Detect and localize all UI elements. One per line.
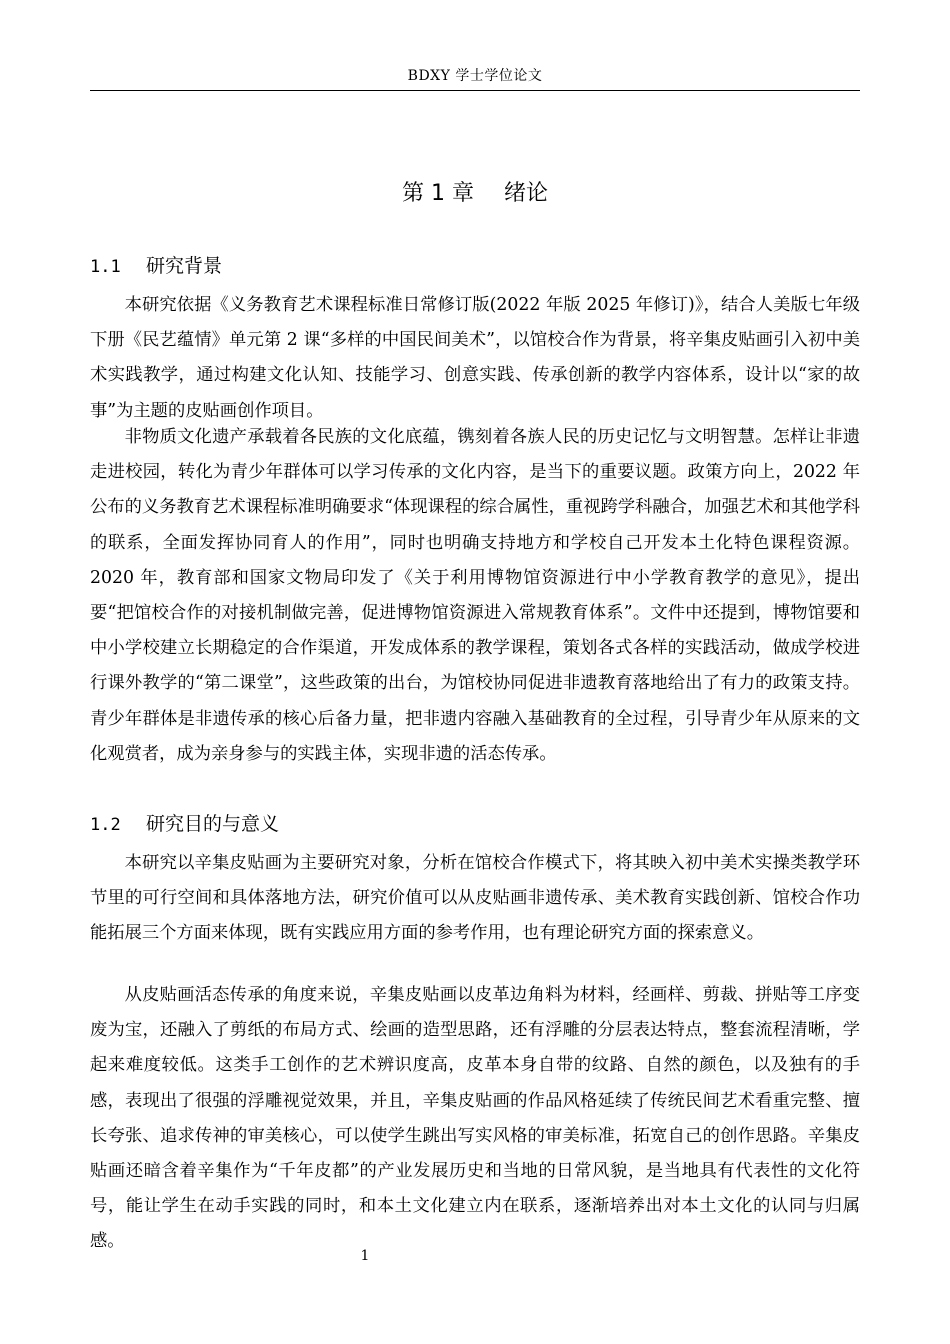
paragraph-background-2: 非物质文化遗产承载着各民族的文化底蕴，镌刻着各族人民的历史记忆与文明智慧。怎样让非遗走进校园，转化为青少年群体可以学习传承的文化内容，是当下的重要议题。政策方向上，2022 年公布的义务教育艺术课程标准明确要求“体现课程的综合属性，重视跨学科融合，加强艺术和其他学科的联系，全面发挥协同育人的作用”，同时也明确支持地方和学校自己开发本土化特色课程资源。2020 年，教育部和国家文物局印发了《关于利用博物馆资源进行中小学教育教学的意见》，提出要“把馆校合作的对接机制做完善，促进博物馆资源进入常规教育体系”。文件中还提到，博物馆要和中小学校建立长期稳定的合作渠道，开发成体系的教学课程，策划各式各样的实践活动，做成学校进行课外教学的“第二课堂”，这些政策的出台，为馆校协同促进非遗教育落地给出了有力的政策支持。青少年群体是非遗传承的核心后备力量，把非遗内容融入基础教育的全过程，引导青少年从原来的文化观赏者，成为亲身参与的实践主体，实现非遗的活态传承。	[90, 427, 860, 764]
header-rule	[90, 90, 860, 91]
section-number: 1.1	[90, 257, 121, 277]
section-number: 1.2	[90, 815, 121, 835]
section-title: 研究目的与意义	[146, 813, 280, 835]
chapter-number: 第 1 章	[402, 181, 474, 206]
section-heading-purpose	[90, 810, 860, 839]
paragraph-background-1: 本研究依据《义务教育艺术课程标准日常修订版(2022 年版 2025 年修订)》，结合人美版七年级下册《民艺蕴情》单元第 2 课“多样的中国民间美术”，以馆校合作为背景，将辛集皮贴画引入初中美术实践教学，通过构建文化认知、技能学习、创意实践、传承创新的教学内容体系，设计以“家的故事”为主题的皮贴画创作项目。	[90, 295, 860, 421]
running-header: BDXY 学士学位论文	[407, 68, 543, 84]
section-title: 研究背景	[146, 255, 223, 277]
chapter-title	[90, 178, 860, 210]
paragraph-purpose-1: 本研究以辛集皮贴画为主要研究对象，分析在馆校合作模式下，将其映入初中美术实操类教学环节里的可行空间和具体落地方法，研究价值可以从皮贴画非遗传承、美术教育实践创新、馆校合作功能拓展三个方面来体现，既有实践应用方面的参考作用，也有理论研究方面的探索意义。	[90, 853, 860, 944]
section-heading-background	[90, 252, 860, 281]
page-number: 1	[360, 1248, 370, 1264]
chapter-name: 绪论	[503, 181, 548, 206]
paragraph-purpose-2: 从皮贴画活态传承的角度来说，辛集皮贴画以皮革边角料为材料，经画样、剪裁、拼贴等工序变废为宝，还融入了剪纸的布局方式、绘画的造型思路，还有浮雕的分层表达特点，整套流程清晰，学起来难度较低。这类手工创作的艺术辨识度高，皮革本身自带的纹路、自然的颜色，以及独有的手感，表现出了很强的浮雕视觉效果，并且，辛集皮贴画的作品风格延续了传统民间艺术看重完整、擅长夸张、追求传神的审美核心，可以使学生跳出写实风格的审美标准，拓宽自己的创作思路。辛集皮贴画还暗含着辛集作为“千年皮都”的产业发展历史和当地的日常风貌，是当地具有代表性的文化符号，能让学生在动手实践的同时，和本土文化建立内在联系，逐渐培养出对本土文化的认同与归属感。	[90, 985, 860, 1252]
